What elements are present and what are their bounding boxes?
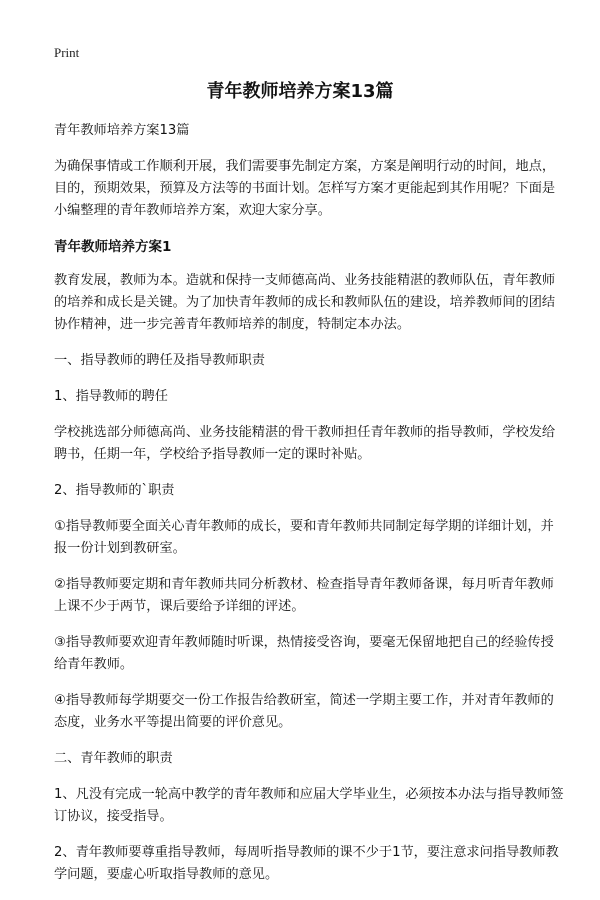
document-body — [54, 120, 564, 900]
document-subtitle: 青年教师培养方案13篇 — [54, 123, 190, 138]
item-paragraph: 学校挑选部分师德高尚、业务技能精湛的骨干教师担任青年教师的指导教师，学校发给聘书，任期一年，学校给予指导教师一定的课时补贴。 — [54, 425, 556, 462]
duty-paragraph: ②指导教师要定期和青年教师共同分析教材、检查指导青年教师备课，每月听青年教师上课不少于两节，课后要给予详细的评述。 — [54, 577, 554, 614]
item-heading: 1、指导教师的聘任 — [54, 389, 168, 404]
part-heading: 二、青年教师的职责 — [54, 751, 173, 766]
duty-paragraph: ④指导教师每学期要交一份工作报告给教研室，简述一学期主要工作，并对青年教师的态度，业务水平等提出简要的评价意见。 — [54, 693, 554, 730]
item-heading: 2、指导教师的`职责 — [54, 483, 175, 498]
duty-paragraph: ③指导教师要欢迎青年教师随时听课，热情接受咨询，要毫无保留地把自己的经验传授给青年教师。 — [54, 635, 554, 672]
young-duty-paragraph: 1、凡没有完成一轮高中教学的青年教师和应届大学毕业生，必须按本办法与指导教师签订协议，接受指导。 — [54, 787, 564, 824]
duty-paragraph: ①指导教师要全面关心青年教师的成长，要和青年教师共同制定每学期的详细计划，并报一份计划到教研室。 — [54, 519, 554, 556]
section-intro-paragraph: 教育发展，教师为本。造就和保持一支师德高尚、业务技能精湛的教师队伍，青年教师的培养和成长是关键。为了加快青年教师的成长和教师队伍的建设，培养教师间的团结协作精神，进一步完善青年教师培养的制度，特制定本办法。 — [54, 273, 556, 332]
section-heading: 青年教师培养方案1 — [54, 239, 172, 255]
young-duty-paragraph: 2、青年教师要尊重指导教师，每周听指导教师的课不少于1节，要注意求问指导教师教学问题，要虚心听取指导教师的意见。 — [54, 845, 559, 882]
page-title: 青年教师培养方案13篇 — [206, 81, 394, 102]
intro-paragraph: 为确保事情或工作顺利开展，我们需要事先制定方案，方案是阐明行动的时间，地点，目的，预期效果，预算及方法等的书面计划。怎样写方案才更能起到其作用呢？下面是小编整理的青年教师培养方案，欢迎大家分享。 — [54, 159, 556, 218]
print-link[interactable]: Print — [54, 45, 80, 60]
part-heading: 一、指导教师的聘任及指导教师职责 — [54, 353, 265, 368]
